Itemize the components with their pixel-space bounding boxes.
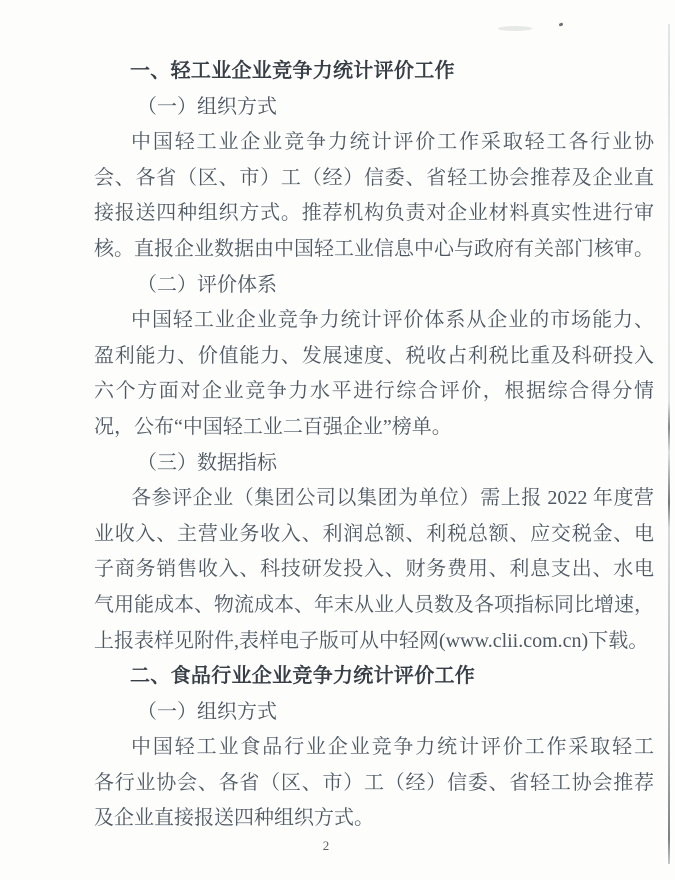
body-text-line: 及企业直接报送四种组织方式。 <box>94 807 374 830</box>
section-1-subheading-2: （二）评价体系 <box>137 273 277 296</box>
body-text-line: 中国轻工业食品行业企业竞争力统计评价工作采取轻工 <box>131 736 654 759</box>
body-text-line: 核。直报企业数据由中国轻工业信息中心与政府有关部门核审。 <box>94 237 654 260</box>
body-text-line: 盈利能力、价值能力、发展速度、税收占利税比重及科研投入 <box>94 344 654 367</box>
body-text-line: 况，公布“中国轻工业二百强企业”榜单。 <box>94 415 452 438</box>
document-body <box>94 54 654 837</box>
section-2-subheading-1: （一）组织方式 <box>137 700 277 723</box>
body-text-line: 上报表样见附件,表样电子版可从中轻网(www.clii.com.cn)下载。 <box>94 629 649 652</box>
body-text-line: 中国轻工业企业竞争力统计评价体系从企业的市场能力、 <box>131 309 654 332</box>
body-text-line: 会、各省（区、市）工（经）信委、省轻工协会推荐及企业直 <box>94 166 654 189</box>
section-2-heading: 二、食品行业企业竞争力统计评价工作 <box>130 665 476 688</box>
body-text-line: 各行业协会、各省（区、市）工（经）信委、省轻工协会推荐 <box>94 771 654 794</box>
scan-smudge-artifact <box>498 26 532 31</box>
body-text-line: 接报送四种组织方式。推荐机构负责对企业材料真实性进行审 <box>94 202 654 225</box>
body-text-line: 六个方面对企业竞争力水平进行综合评价，根据综合得分情 <box>94 380 654 403</box>
page-number: 2 <box>322 838 330 853</box>
scan-edge-artifact <box>668 24 670 864</box>
section-1-subheading-1: （一）组织方式 <box>137 95 277 118</box>
body-text-line: 子商务销售收入、科技研发投入、财务费用、利息支出、水电 <box>94 558 654 581</box>
section-1-subheading-3: （三）数据指标 <box>137 451 277 474</box>
body-text-line: 中国轻工业企业竞争力统计评价工作采取轻工各行业协 <box>131 131 654 154</box>
body-text-line: 业收入、主营业务收入、利润总额、利税总额、应交税金、电 <box>94 522 654 545</box>
body-text-line: 气用能成本、物流成本、年末从业人员数及各项指标同比增速， <box>94 593 654 616</box>
body-text-line: 各参评企业（集团公司以集团为单位）需上报 2022 年度营 <box>131 487 654 510</box>
scan-speck-artifact <box>559 22 564 26</box>
section-1-heading: 一、轻工业企业竞争力统计评价工作 <box>130 60 455 82</box>
